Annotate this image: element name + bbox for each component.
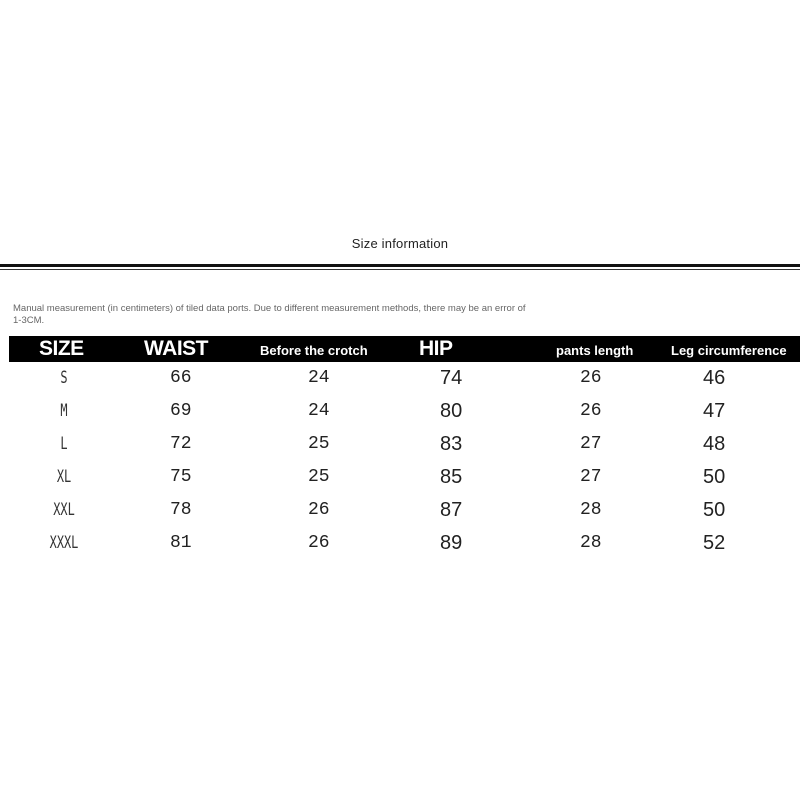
table-row xyxy=(0,494,800,527)
cell-leg-circumference: 46 xyxy=(703,367,726,389)
cell-before-crotch: 26 xyxy=(308,533,330,553)
cell-leg-circumference: 47 xyxy=(703,400,726,422)
title-divider-thin xyxy=(0,269,800,270)
cell-size: XXL xyxy=(53,500,75,520)
size-table-header xyxy=(9,336,800,362)
cell-pants-length: 26 xyxy=(580,368,602,388)
cell-pants-length: 26 xyxy=(580,401,602,421)
cell-waist: 66 xyxy=(170,368,192,388)
header-before-crotch: Before the crotch xyxy=(260,343,368,358)
cell-leg-circumference: 50 xyxy=(703,466,726,488)
cell-size: M xyxy=(60,401,68,421)
cell-waist: 69 xyxy=(170,401,192,421)
cell-before-crotch: 25 xyxy=(308,467,330,487)
cell-leg-circumference: 52 xyxy=(703,532,726,554)
cell-pants-length: 27 xyxy=(580,467,602,487)
table-row xyxy=(0,527,800,560)
table-row xyxy=(0,428,800,461)
table-row xyxy=(0,461,800,494)
cell-hip: 74 xyxy=(440,367,463,389)
title-divider-thick xyxy=(0,264,800,267)
cell-before-crotch: 24 xyxy=(308,401,330,421)
cell-pants-length: 28 xyxy=(580,533,602,553)
measurement-note: Manual measurement (in centimeters) of tiled data ports. Due to different measurement methods, there may be an error of 1-3CM. xyxy=(13,303,526,326)
cell-leg-circumference: 48 xyxy=(703,433,726,455)
cell-leg-circumference: 50 xyxy=(703,499,726,521)
cell-hip: 87 xyxy=(440,499,463,521)
page-title: Size information xyxy=(351,236,449,251)
cell-hip: 80 xyxy=(440,400,463,422)
cell-waist: 81 xyxy=(170,533,192,553)
header-pants-length: pants length xyxy=(556,343,634,358)
table-row xyxy=(0,395,800,428)
cell-size: XL xyxy=(56,467,72,487)
cell-waist: 78 xyxy=(170,500,192,520)
cell-before-crotch: 26 xyxy=(308,500,330,520)
header-size: SIZE xyxy=(39,337,84,360)
header-waist: WAIST xyxy=(144,337,208,360)
cell-pants-length: 28 xyxy=(580,500,602,520)
cell-pants-length: 27 xyxy=(580,434,602,454)
cell-waist: 75 xyxy=(170,467,192,487)
table-row xyxy=(0,362,800,395)
cell-before-crotch: 25 xyxy=(308,434,330,454)
cell-before-crotch: 24 xyxy=(308,368,330,388)
header-hip: HIP xyxy=(419,337,453,360)
cell-hip: 83 xyxy=(440,433,463,455)
cell-hip: 89 xyxy=(440,532,463,554)
cell-waist: 72 xyxy=(170,434,192,454)
cell-hip: 85 xyxy=(440,466,463,488)
header-leg-circumference: Leg circumference xyxy=(671,343,787,358)
cell-size: XXXL xyxy=(49,533,79,553)
cell-size: L xyxy=(60,434,68,454)
cell-size: S xyxy=(60,368,68,388)
